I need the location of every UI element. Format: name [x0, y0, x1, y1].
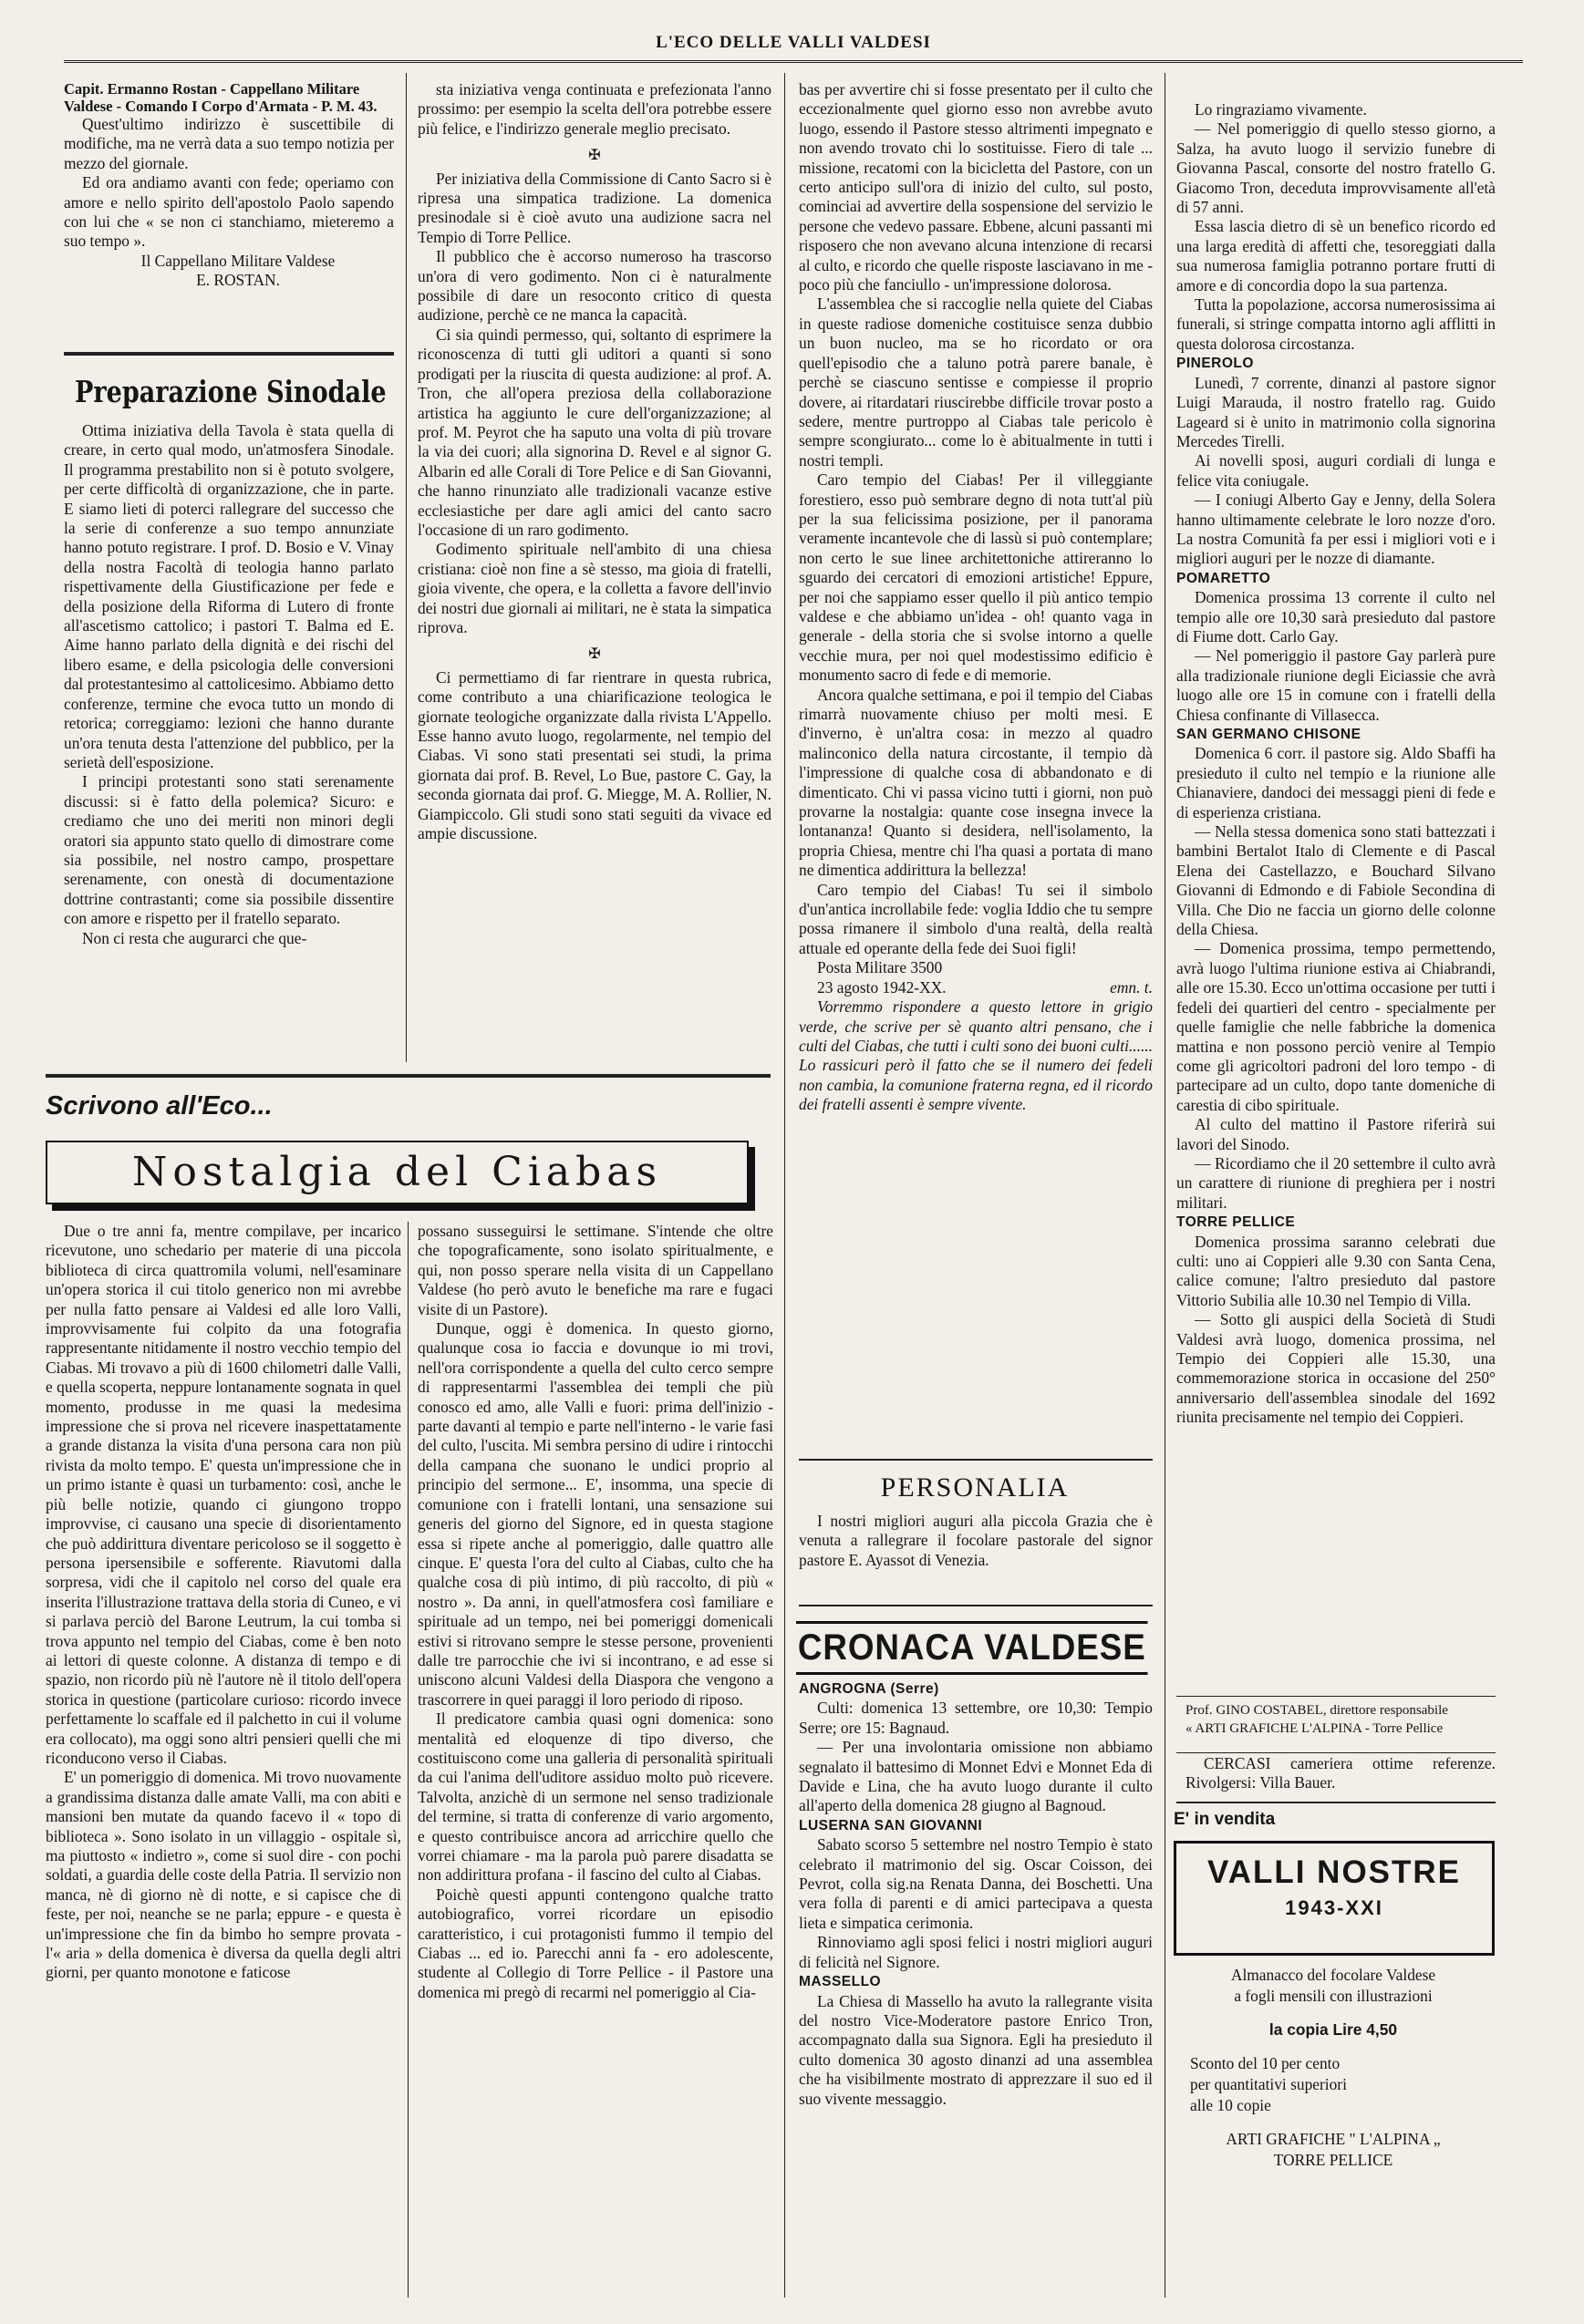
paragraph: Il predicatore cambia quasi ogni domenica: sono mentalità ed eloquenze di tipo diverso, che costituiscono come una galleria di personalità spirituali da cui l'anima dell'uditore assiduo molto può ricevere. Talvolta, anzichè di un sermone nel senso tradizionale del termine, si tratta di conferenze di vario argomento, e questo contribuisce ancora ad arricchire quello che vorrei chiamare - ma la parola può parere disadatta se non addirittura profana - il fascino del culto al Ciabas. — [418, 1709, 773, 1885]
paragraph: Essa lascia dietro di sè un benefico ricordo ed una larga eredità di affetti che, tesoreggiati dalla sua numerosa famiglia potranno portare frutti di amore e di concordia dopo la sua partenza. — [1176, 217, 1496, 294]
paragraph: Domenica prossima 13 corrente il culto nel tempio alle ore 10,30 sarà presieduto dal pastore di Fiume dott. Carlo Gay. — [1176, 588, 1496, 646]
location-heading: MASSELLO — [799, 1974, 882, 1990]
paragraph: Caro tempio del Ciabas! Tu sei il simbolo d'un'antica incrollabile fede: voglia Iddio che tu sempre possa rimanere il simbolo d'una realtà, della realtà attuale ed operante della fede dei Suoi figli! — [799, 880, 1153, 957]
paragraph: Quest'ultimo indirizzo è suscettibile di modifiche, ma ne verrà data a suo tempo notizia per mezzo del giornale. — [64, 115, 394, 172]
masthead-title: L'ECO DELLE VALLI VALDESI — [656, 33, 931, 52]
author-initials: emn. t. — [1110, 977, 1153, 997]
paragraph: Ancora qualche settimana, e poi il tempio del Ciabas rimarrà nuovamente chiuso per molti mesi. E d'inverno, è un'altra cosa: in mezzo al quadro malinconico della natura circostante, il tempio dà l'impressione di qualche cosa di abbandonato e di dimenticato. Chi vi passa vicino tutti i giorni, non può provarne la nostalgia: quante cose insegna invece la lontananza! Quanto si desidera, nell'isolamento, la propria Chiesa, mentre chi l'ha quasi a portata di mano ne dimentica addirittura la bellezza! — [799, 685, 1153, 880]
imprint-printer: « ARTI GRAFICHE L'ALPINA - Torre Pellice — [1185, 1721, 1444, 1736]
column-3-top — [799, 80, 1153, 1448]
advert-title: VALLI NOSTRE — [1206, 1854, 1462, 1890]
paragraph: Rinnoviamo agli sposi felici i nostri migliori auguri di felicità nel Signore. — [799, 1933, 1153, 1971]
nostalgia-column-2 — [418, 1222, 773, 2307]
cronaca-body — [799, 1679, 1153, 2309]
nostalgia-column-1 — [46, 1222, 401, 2307]
paragraph: — Domenica prossima, tempo permettendo, avrà luogo l'ultima riunione estiva ai Chiabrandi, alle ore 15.30. Ecco un'ottima occasione per tutti i fedeli dei quartieri del centro - specialmente per quelle famiglie che nelle fabbriche la domenica mattina e non possono perciò venire al Tempio come gli agricoltori padroni del loro tempo - di partecipare ad un culto, dopo tante domeniche di carestia di cibo spirituale. — [1176, 939, 1496, 1114]
paragraph: Ed ora andiamo avanti con fede; operiamo con amore e nello spirito dell'apostolo Paolo sapendo con lui che « se non ci stanchiamo, mieteremo a suo tempo ». — [64, 173, 394, 251]
paragraph: Ai novelli sposi, auguri cordiali di lunga e felice vita coniugale. — [1176, 451, 1496, 490]
separator-rule — [46, 1074, 771, 1078]
paragraph: bas per avvertire chi si fosse presentato per il culto che eccezionalmente quel giorno esso non avrebbe avuto luogo, essendo il Pastore stesso altrimenti impegnato e non avendo trovato chi lo sostituisse. Fiero di tale ... missione, recatomi con la bicicletta del Pastore, con un certo anticipo sull'ora di inizio del culto, sul posto, cominciai ad avvertire della sospensione del servizio le persone che vedevo passare. Ebbene, alcuni passanti mi risposero che non avevano alcuna intenzione di recarsi al culto, e ricordo che quelle risposte lasciavano in me - poco più che fanciullo - un'impressione dolorosa. — [799, 80, 1153, 294]
headline-preparazione-sinodale: Preparazione Sinodale — [75, 374, 387, 409]
advert-line: TORRE PELLICE — [1273, 2151, 1393, 2169]
paragraph: E' un pomeriggio di domenica. Mi trovo nuovamente a grandissima distanza dalle amate Valli, ma con abiti e mansioni ben mutate da quando facevo il « topo di biblioteca ». Sono isolato in un villaggio - ospitale sì, ma piuttosto « indietro », come si suol dire - con pochi soldati, a guardia delle coste della Patria. Il servizio non manca, nè di giorno nè di notte, e si capisce che di feste, per noi, neanche se ne parla; eppure - e questa è un'impressione che fin da bimbo ho sempre provata - l'« aria » della domenica è diversa da quella degli altri giorni, per quanto monotone e faticose — [46, 1768, 401, 1982]
address-heading: Capit. Ermanno Rostan - Cappellano Militare Valdese - Comando I Corpo d'Armata - P. M. 43. — [64, 80, 378, 115]
paragraph: Dunque, oggi è domenica. In questo giorno, qualunque cosa io faccia e dovunque io mi trovi, nell'ora corrispondente a quella del culto cerco sempre di rappresentarmi l'assemblea dei templi che più conosco ed amo, alle Valli e fuori: prima dell'inizio - parte davanti al tempio e parte nell'interno - le varie fasi del culto, l'uscita. Mi sembra persino di udire i rintocchi della campana che suonano le undici proprio al principio del sermone... E', insomma, una specie di comunione con i fratelli lontani, una sensazione sui generis del giorno del Signore, ed in questa stagione essa si ripete anche al pomeriggio, dalle quattro alle cinque. E' questa l'ora del culto al Ciabas, culto che ha qualche cosa di più intimo, di più raccolto, di più « nostro ». Da anni, in quell'atmosfera così familiare e spirituale ad un tempo, nei bei pomeriggi domenicali estivi si ritrovano sempre le stesse persone, provenienti dalle tre parrocchie che ivi si incontrano, e ad esse si uniscono alcuni Valdesi della Diaspora che vengono a trascorrere in quei paraggi il loro periodo di riposo. — [418, 1319, 773, 1709]
location-heading: LUSERNA SAN GIOVANNI — [799, 1817, 983, 1833]
paragraph: Ci sia quindi permesso, qui, soltanto di esprimere la riconoscenza di tutti gli uditori a quanti si sono prodigati per la riuscita di questa audizione: al prof. A. Tron, che all'opera preziosa della collaborazione artistica ha aggiunto le cure dell'organizzazione; al prof. M. Peyrot che ha saputo una volta di più trovare la via dei cuori; alla signorina D. Revel e al signor G. Albarin ed alle Corali di Tore Pelice e di San Giovanni, che hanno rinunziato alle tradizionali vacanze estive ecclesiastiche per dare agli amici del canto sacro l'occasione di un raro godimento. — [418, 325, 771, 539]
paragraph: CERCASI cameriera ottime referenze. Rivolgersi: Villa Bauer. — [1185, 1754, 1496, 1792]
advert-description — [1174, 1965, 1493, 2040]
paragraph: sta iniziativa venga continuata e prefezionata l'anno prossimo: per esempio la scelta dell'ora potrebbe essere più felice, e l'indirizzo generale meglio precisato. — [418, 80, 771, 138]
paragraph: Non ci resta che augurarci che que- — [82, 928, 307, 947]
advert-heading: E' in vendita — [1174, 1810, 1276, 1829]
advert-line: ARTI GRAFICHE " L'ALPINA „ — [1226, 2130, 1441, 2148]
advert-title-box — [1174, 1841, 1495, 1956]
paragraph: Godimento spirituale nell'ambito di una chiesa cristiana: cioè non fine a sè stesso, ma gioia di fratelli, gioia vivente, che opera, e la colletta a favore dell'invio dei nostri due giornali ai militari, ne è stata la simpatica riprova. — [418, 540, 771, 636]
paragraph: possano susseguirsi le settimane. S'intende che oltre che topograficamente, sono isolato spiritualmente, e qui, non posso sperare nella visita di un Cappellano Valdese (ho però avuto le benefiche ma rare e fugaci visite di un Pastore). — [418, 1222, 773, 1318]
paragraph: — Sotto gli auspici della Società di Studi Valdesi avrà luogo, domenica prossima, nel Tempio dei Coppieri alle 15.30, una commemorazione storica in occasione del 250° anniversario dell'assemblea sinodale del 1692 riunita precisamente nel tempio dei Coppieri. — [1176, 1310, 1496, 1427]
paragraph: Tutta la popolazione, accorsa numerosissima ai funerali, si stringe compatta intorno agli afflitti in questa dolorosa circostanza. — [1176, 295, 1496, 353]
advert-line: alle 10 copie — [1190, 2096, 1271, 2114]
paragraph: I nostri migliori auguri alla piccola Grazia che è venuta a rallegrare il focolare pastorale del signor pastore E. Ayassot di Venezia. — [799, 1512, 1153, 1569]
classified-ad — [1185, 1754, 1496, 1800]
separator-rule — [64, 352, 394, 356]
separator-rule — [1176, 1696, 1496, 1697]
advert-line: Almanacco del focolare Valdese — [1230, 1966, 1436, 1984]
advert-line: per quantitativi superiori — [1190, 2075, 1347, 2093]
location-heading: PINEROLO — [1176, 356, 1254, 372]
paragraph: L'assemblea che si raccoglie nella quiete del Ciabas in queste radiose domeniche costituisce senza dubbio un buon nucleo, ma se ho ricordato or ora quell'episodio che a taluno potrà parere banale, è perchè se ciascuno sentisse e compiesse il proprio dovere, ai ritardatari riuscirebbe difficile trovar posto a sedere, mentre purtroppo al Ciabas tale pericolo è sempre scongiurato... come lo è abitualmente in tutti i nostri templi. — [799, 294, 1153, 470]
paragraph: Domenica prossima saranno celebrati due culti: uno ai Coppieri alle 9.30 con Santa Cena, calice comune; l'altro presieduto dal pastore Vittorio Subilia alle 10.30 nel Tempio di Villa. — [1176, 1232, 1496, 1309]
headline-box — [46, 1141, 749, 1204]
advert-price: la copia Lire 4,50 — [1268, 2020, 1398, 2039]
paragraph: — Nel pomeriggio di quello stesso giorno, a Salza, ha avuto luogo il servizio funebre di Giovanna Pascal, consorte del nostro fratello G. Giacomo Tron, deceduta improvvisamente all'età di 57 anni. — [1176, 119, 1496, 217]
paragraph: Sabato scorso 5 settembre nel nostro Tempio è stato celebrato il matrimonio del sig. Oscar Coisson, dei Pevrot, colla sig.na Renata Danna, dei Boschetti. Una vera folla di parenti e di amici partecipava a questa lieta e simpatica cerimonia. — [799, 1835, 1153, 1932]
signature-name: E. ROSTAN. — [196, 271, 280, 290]
advert-line: a fogli mensili con illustrazioni — [1234, 1987, 1433, 2005]
column-1-top — [64, 80, 394, 345]
section-ornament: ✠ — [588, 148, 601, 164]
signature-line: Il Cappellano Militare Valdese — [140, 251, 336, 270]
imprint — [1185, 1701, 1496, 1747]
paragraph: — Ricordiamo che il 20 settembre il culto avrà un carattere di riunione di preghiera per i nostri militari. — [1176, 1153, 1496, 1212]
separator-rule — [799, 1605, 1153, 1606]
separator-rule — [799, 1459, 1153, 1461]
advert-line: Sconto del 10 per cento — [1190, 2054, 1341, 2072]
paragraph: Lunedì, 7 corrente, dinanzi al pastore signor Luigi Marauda, il nostro fratello rag. Guido Lageard si è unito in matrimonio colla signorina Mercedes Tirelli. — [1176, 373, 1496, 450]
paragraph: La Chiesa di Massello ha avuto la rallegrante visita del nostro Vice-Moderatore pastore Enrico Tron, accompagnato dalla sua Signora. Egli ha presieduto il culto domenica 30 agosto dinanzi ad una assemblea che ha visibilmente mostrato di apprezzare il suo ed il suo vivente messaggio. — [799, 1991, 1153, 2108]
paragraph: Culti: domenica 13 settembre, ore 10,30: Tempio Serre; ore 15: Bagnaud. — [799, 1699, 1153, 1737]
paragraph: — Nel pomeriggio il pastore Gay parlerà pure alla tradizionale riunione degli Eiciassie che avrà luogo alle ore 15 in comune con i fratelli della Chiesa confinante di Villasecca. — [1176, 646, 1496, 724]
paragraph: — Nella stessa domenica sono stati battezzati i bambini Bertalot Italo di Clemente e di Pascal Elena dei Castellazzo, e Bouchard Silvano Giovanni di Edmondo e di Fabiole Secondina di Villa. Che Dio ne faccia un giorno delle colonne della Chiesa. — [1176, 822, 1496, 939]
advert-discount — [1190, 2053, 1493, 2116]
paragraph: Per iniziativa della Commissione di Canto Sacro si è ripresa una simpatica tradizione. La domenica presinodale si è cioè avuto una audizione sacra nel Tempio di Torre Pellice. — [418, 169, 771, 246]
column-divider — [406, 73, 407, 1062]
date: 23 agosto 1942-XX. — [817, 977, 947, 997]
advert-year: 1943-XXI — [1285, 1896, 1383, 1919]
headline-nostalgia-del-ciabas: Nostalgia del Ciabas — [131, 1149, 663, 1195]
paragraph: Lo ringraziamo vivamente. — [1195, 100, 1367, 119]
column-divider — [408, 1222, 409, 2298]
location-heading: TORRE PELLICE — [1176, 1214, 1296, 1231]
column-4 — [1176, 100, 1496, 1687]
column-2-top — [418, 80, 771, 1065]
masthead — [64, 24, 1523, 63]
paragraph: Ottima iniziativa della Tavola è stata quella di creare, in certo qual modo, un'atmosfera Sinodale. Il programma prestabilito non si è potuto svolgere, per certe difficoltà di organizzazione, che in parte. E siamo lieti di poterci rallegrare del successo che la serie di conferenze a suo tempo annunziate hanno potuto registrare. I prof. D. Bosio e V. Vinay della nostra Facoltà di teologia hanno parlato rispettivamente della Giustificazione per fede e della posizione della Riforma di Lutero di fronte all'ascetismo cattolico; i pastori T. Balma ed E. Aime hanno parlato della dignità e dei rischi del libero esame, e della psicologia delle conversioni dal protestantesimo al cattolicesimo. Abbiamo detto conferenze, termine che evoca tutto un mondo di retorica; correggiamo: lezioni che hanno durante un'ora tenuta desta l'attenzione del pubblico, per la serietà dell'esposizione. — [64, 421, 394, 771]
separator-rule — [1176, 1752, 1496, 1753]
editor-note: Vorremmo rispondere a questo lettore in grigio verde, che scrive per sè quanto altri pensano, che i culti del Ciabas, che tutti i culti sono dei buoni culti...... Lo rassicuri però il fatto che se il numero dei fedeli non cambia, la comunione fraterna regna, ed il ricordo dei fratelli assenti è sempre vivente. — [799, 997, 1153, 1114]
imprint-director: Prof. GINO COSTABEL, direttore responsabile — [1185, 1703, 1448, 1718]
location-heading: SAN GERMANO CHISONE — [1176, 727, 1361, 742]
preparazione-body — [64, 421, 394, 1070]
postal-line: Posta Militare 3500 — [817, 958, 943, 977]
date-line — [799, 978, 1153, 997]
headline-scrivono: Scrivono all'Eco... — [46, 1091, 273, 1121]
paragraph: Caro tempio del Ciabas! Per il villeggiante forestiero, esso può sembrare degno di nota tutt'al più per la sua felicissima posizione, per il panorama veramente incantevole che di lassù si può contemplare; non certo le sue linee architettoniche attireranno lo sguardo dei cercatori di emozioni artistiche! Eppure, per noi che sappiamo esser quello il più antico tempio valdese e che abbiamo un'idea - oh! quanto vaga in generale - della storia che si svolse intorno a quelle vecchie mura, per noi quel modestissimo edificio è monumento sacro di fede e di memorie. — [799, 470, 1153, 685]
paragraph: — I coniugi Alberto Gay e Jenny, della Solera hanno ultimamente celebrate le loro nozze d'oro. La nostra Comunità fa per essi i migliori voti e i migliori auguri per le nozze di diamante. — [1176, 491, 1496, 568]
paragraph: Poichè questi appunti contengono qualche tratto autobiografico, vorrei ricordare un episodio caratteristico, i cui protagonisti fummo il tempio del Ciabas ... ed io. Parecchi anni fa - ero adolescente, studente al Collegio di Torre Pellice - il Pastore una domenica mi pregò di recarmi nel pomeriggio al Cia- — [418, 1885, 773, 2001]
location-heading: ANGROGNA (Serre) — [799, 1681, 939, 1697]
headline-personalia: PERSONALIA — [880, 1472, 1070, 1503]
paragraph: — Per una involontaria omissione non abbiamo segnalato il battesimo di Monnet Edvi e Monnet Eda di Davide e Lina, che ha avuto luogo durante il culto all'aperto della domenica 28 giugno al Bagnoud. — [799, 1738, 1153, 1815]
paragraph: Due o tre anni fa, mentre compilave, per incarico ricevutone, uno schedario per materie di una piccola biblioteca di circa quattromila volumi, nell'esaminare un'opera storica il cui titolo generico non mi avrebbe per nulla fatto pensare ai Valdesi ed alle loro Valli, improvvisamente fui colpito da una fotografia rappresentante nitidamente il nostro vecchio tempio del Ciabas. Mi trovavo a più di 1600 chilometri dalle Valli, e quella scoperta, neppure lontanamente sognata in quel momento, produsse in me quasi la medesima impressione che si prova nel ricevere inaspettatamente a grande distanza la visita d'una persona cara non più rivista da molto tempo. E' questa un'impressione che in un primo istante è quasi un turbamento: così, anche le più belle notizie, quando ci giungono troppo improvvise, ci causano una specie di disorientamento che può addirittura diventare pericoloso se il soggetto è persona ipersensibile e sofferente. Riavutomi dalla sorpresa, vidi che il capitolo nel corso del quale era inserita l'illustrazione trattava della storia di Cuneo, e vi si parlava perciò del Barone Leutrum, la cui tomba si trova appunto nel tempio del Ciabas, come è ben noto ai lettori di queste colonne. A distanza di tempo e di spazio, non ricordo più nè l'autore nè il titolo dell'opera storica in questione (particolare curioso: ricordo invece perfettamente lo scaffale ed il palchetto in cui il volume era collocato), ma oggi sono altri pensieri quelli che mi riconducono verso il Ciabas. — [46, 1222, 401, 1767]
separator-rule — [1176, 1802, 1496, 1803]
personalia-body — [799, 1512, 1153, 1594]
section-ornament: ✠ — [588, 646, 601, 663]
advert-printer — [1174, 2129, 1493, 2171]
headline-cronaca-valdese: CRONACA VALDESE — [796, 1621, 1148, 1675]
paragraph: Ci permettiamo di far rientrare in questa rubrica, come contributo a una chiarificazione teologica le giornate teologiche organizzate dalla rivista L'Appello. Esse hanno avuto luogo, regolarmente, nel tempio del Ciabas. Vi sono stati presentati sei studi, la prima giornata dai prof. B. Revel, Lo Bue, pastore C. Gay, la seconda giornata dai prof. G. Miegge, M. A. Rollier, N. Giampiccolo. Gli studi sono stati seguiti da vivace ed ampie discussione. — [418, 667, 771, 843]
location-heading: POMARETTO — [1176, 570, 1271, 586]
paragraph: Al culto del mattino il Pastore riferirà sui lavori del Sinodo. — [1176, 1115, 1496, 1153]
paragraph: Il pubblico che è accorso numeroso ha trascorso un'ora di vero godimento. Non ci è naturalmente possibile di dare un resoconto critico di questa audizione, perchè ce ne manca la capacità. — [418, 247, 771, 325]
paragraph: I principi protestanti sono stati serenamente discussi: si è fatto della polemica? Sicuro: e crediamo che uno dei meriti non minori degli oratori sia appunto stato quello di dimostrare come sia possibile, nel nostro campo, prospettare serenamente, con onestà di documentazione dottrine contrastanti; come sia possibile dissentire con amore e rispetto per il fratello separato. — [64, 772, 394, 928]
paragraph: Domenica 6 corr. il pastore sig. Aldo Sbaffi ha presieduto il culto nel tempio e la riunione alle Chianaviere, dandoci dei messaggi pieni di fede e di esperienza cristiana. — [1176, 744, 1496, 821]
column-divider — [784, 73, 785, 2298]
valli-nostre-advert — [1174, 1810, 1493, 2171]
